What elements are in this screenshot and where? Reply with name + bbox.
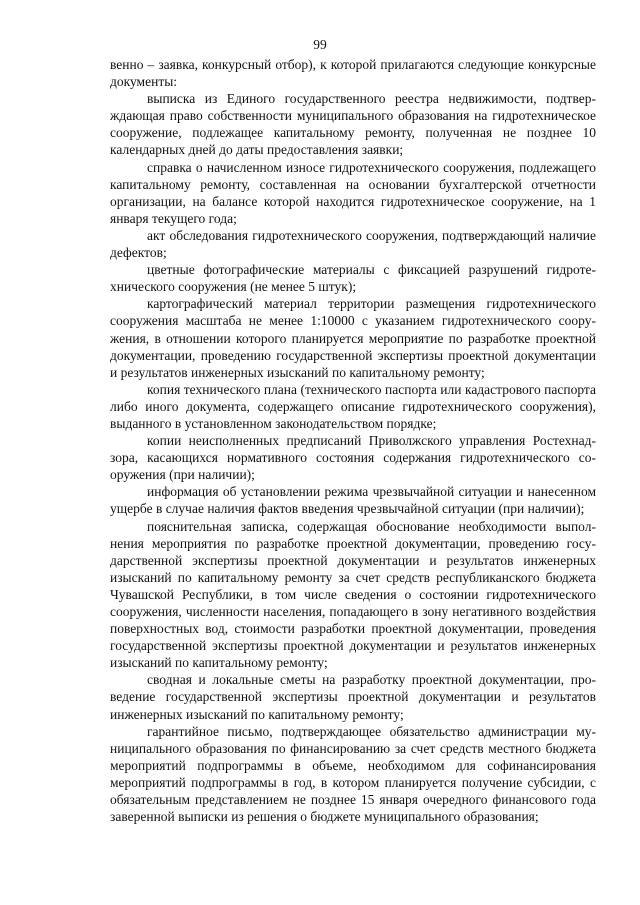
paragraph-guarantee-letter: гарантийное письмо, подтверждающее обязательство администрации муниципального образования по финансированию за счет средств местного бюджета мероприятий подпрограммы в объеме, необходимом для софинансирования мероприятий подпрограммы в год, в котором планируется получение субсидии, с обязательным представлением не позднее 15 января очередного финансового года заверенной выписки из решения о бюджете муниципального образования; — [110, 723, 596, 825]
paragraph-estimates: сводная и локальные сметы на разработку проектной документации, проведение государственной экспертизы проектной документации и результатов инженерных изысканий по капитальному ремонту; — [110, 672, 596, 722]
paragraph-depreciation-certificate: справка о начисленном износе гидротехнического сооружения, подлежащего капитальному ремонту, составленная на основании бухгалтерской отчетности организации, на балансе которой находится гидротехническое сооружение, на 1 января текущего года; — [110, 159, 596, 226]
paragraph-emergency-info: информация об установлении режима чрезвычайной ситуации и нанесенном ущербе в случае наличия фактов введения чрезвычайной ситуации (при наличии); — [110, 484, 596, 517]
document-body — [110, 56, 596, 825]
paragraph-explanatory-note: пояснительная записка, содержащая обоснование необходимости выполнения мероприятия по разработке проектной документации, проведению государственной экспертизы проектной документации и результатов инженерных изысканий по капитальному ремонту за счет средств республиканского бюджета Чувашской Республики, в том числе сведения о состоянии гидротехнического сооружения, численности населения, попадающего в зону негативного воздействия поверхностных вод, стоимости разработки проектной документации, проведения государственной экспертизы проектной документации и результатов инженерных изысканий по капитальному ремонту; — [110, 518, 596, 671]
paragraph-inspection-act: акт обследования гидротехнического сооружения, подтверждающий наличие дефектов; — [110, 227, 596, 261]
paragraph-rostekhnadzor-orders: копии неисполненных предписаний Приволжского управления Ростехнадзора, касающихся нормативного состояния содержания гидротехнического сооружения (при наличии); — [110, 433, 596, 483]
paragraph-continuation: венно – заявка, конкурсный отбор), к которой прилагаются следующие конкурсные документы: — [110, 57, 596, 90]
paragraph-technical-plan: копия технического плана (технического паспорта или кадастрового паспорта либо иного документа, содержащего описание гидротехнического сооружения), выданного в установленном законодательством порядке; — [110, 381, 596, 431]
paragraph-registry-extract: выписка из Единого государственного реестра недвижимости, подтверждающая право собственности муниципального образования на гидротехническое сооружение, подлежащее капитальному ремонту, полученная не позднее 10 календарных дней до даты предоставления заявки; — [110, 91, 596, 158]
paragraph-cartographic-material: картографический материал территории размещения гидротехнического сооружения масштаба не менее 1:10000 с указанием гидротехнического сооружения, в отношении которого планируется мероприятие по разработке проектной документации, проведению государственной экспертизы проектной документации и результатов инженерных изысканий по капитальному ремонту; — [110, 296, 596, 380]
page-number: 99 — [313, 37, 327, 52]
paragraph-photo-materials: цветные фотографические материалы с фиксацией разрушений гидротехнического сооружения (не менее 5 штук); — [110, 262, 596, 295]
